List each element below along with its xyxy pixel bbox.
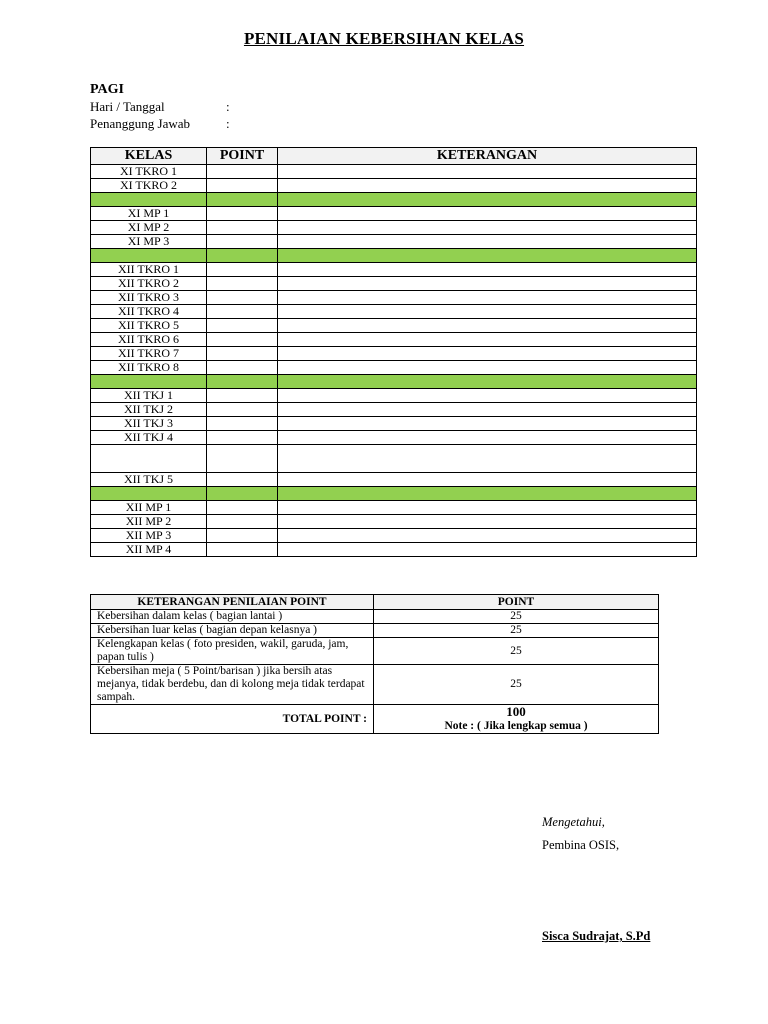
point-cell[interactable] xyxy=(207,207,278,221)
keterangan-cell[interactable] xyxy=(278,529,697,543)
class-name-cell: XII MP 3 xyxy=(91,529,207,543)
class-row xyxy=(91,389,697,403)
criteria-row xyxy=(91,610,659,624)
class-name-cell: XII TKRO 5 xyxy=(91,319,207,333)
header-kelas: KELAS xyxy=(91,148,207,165)
class-name-cell: XII TKRO 8 xyxy=(91,361,207,375)
field-responsible xyxy=(90,116,230,132)
total-cell xyxy=(374,705,659,734)
keterangan-cell[interactable] xyxy=(278,543,697,557)
criteria-point: 25 xyxy=(374,665,659,705)
signer-name: Sisca Sudrajat, S.Pd xyxy=(542,929,651,943)
keterangan-cell[interactable] xyxy=(278,515,697,529)
class-name-cell xyxy=(91,445,207,473)
point-cell[interactable] xyxy=(207,347,278,361)
class-row xyxy=(91,417,697,431)
class-row xyxy=(91,179,697,193)
class-name-cell: XII MP 1 xyxy=(91,501,207,515)
scoring-table-header xyxy=(91,595,659,610)
class-name-cell: XII TKRO 6 xyxy=(91,333,207,347)
criteria-desc: Kelengkapan kelas ( foto presiden, wakil, garuda, jam, papan tulis ) xyxy=(91,638,374,665)
keterangan-cell[interactable] xyxy=(278,347,697,361)
point-cell[interactable] xyxy=(207,515,278,529)
class-name-cell: XII TKRO 1 xyxy=(91,263,207,277)
session-label: PAGI xyxy=(90,82,124,97)
point-cell[interactable] xyxy=(207,305,278,319)
class-name-cell: XII TKJ 1 xyxy=(91,389,207,403)
point-cell[interactable] xyxy=(207,235,278,249)
class-name-cell: XI MP 1 xyxy=(91,207,207,221)
total-note: Note : ( Jika lengkap semua ) xyxy=(444,720,588,732)
class-row xyxy=(91,263,697,277)
separator-cell xyxy=(207,375,278,389)
keterangan-cell[interactable] xyxy=(278,319,697,333)
class-name-cell: XI MP 2 xyxy=(91,221,207,235)
separator-cell xyxy=(278,249,697,263)
point-cell[interactable] xyxy=(207,473,278,487)
group-separator-row xyxy=(91,375,697,389)
class-row xyxy=(91,165,697,179)
keterangan-cell[interactable] xyxy=(278,235,697,249)
class-row xyxy=(91,347,697,361)
keterangan-cell[interactable] xyxy=(278,305,697,319)
class-row xyxy=(91,361,697,375)
class-table-header xyxy=(91,148,697,165)
point-cell[interactable] xyxy=(207,445,278,473)
field-responsible-label: Penanggung Jawab xyxy=(90,116,191,131)
class-name-cell: XII MP 4 xyxy=(91,543,207,557)
keterangan-cell[interactable] xyxy=(278,165,697,179)
separator-cell xyxy=(278,375,697,389)
separator-cell xyxy=(278,487,697,501)
criteria-point: 25 xyxy=(374,638,659,665)
header-criteria-point: POINT xyxy=(374,595,659,610)
keterangan-cell[interactable] xyxy=(278,501,697,515)
point-cell[interactable] xyxy=(207,179,278,193)
class-score-table xyxy=(90,147,697,557)
point-cell[interactable] xyxy=(207,333,278,347)
keterangan-cell[interactable] xyxy=(278,389,697,403)
class-row xyxy=(91,543,697,557)
point-cell[interactable] xyxy=(207,361,278,375)
class-row xyxy=(91,431,697,445)
class-row xyxy=(91,291,697,305)
header-point: POINT xyxy=(207,148,278,165)
class-name-cell: XII TKJ 5 xyxy=(91,473,207,487)
point-cell[interactable] xyxy=(207,263,278,277)
group-separator-row xyxy=(91,249,697,263)
criteria-desc: Kebersihan luar kelas ( bagian depan kelasnya ) xyxy=(91,624,374,638)
class-row xyxy=(91,445,697,473)
separator-cell xyxy=(207,487,278,501)
total-label: TOTAL POINT : xyxy=(91,705,374,734)
keterangan-cell[interactable] xyxy=(278,361,697,375)
point-cell[interactable] xyxy=(207,291,278,305)
class-row xyxy=(91,221,697,235)
total-value: 100 xyxy=(506,704,526,719)
point-cell[interactable] xyxy=(207,417,278,431)
class-name-cell: XI TKRO 2 xyxy=(91,179,207,193)
class-name-cell: XII TKRO 3 xyxy=(91,291,207,305)
class-name-cell: XII TKJ 2 xyxy=(91,403,207,417)
class-row xyxy=(91,473,697,487)
criteria-point: 25 xyxy=(374,624,659,638)
class-table-body xyxy=(91,165,697,557)
class-row xyxy=(91,305,697,319)
header-criteria: KETERANGAN PENILAIAN POINT xyxy=(91,595,374,610)
point-cell[interactable] xyxy=(207,431,278,445)
class-name-cell: XII TKJ 4 xyxy=(91,431,207,445)
class-row xyxy=(91,529,697,543)
point-cell[interactable] xyxy=(207,543,278,557)
class-name-cell: XI TKRO 1 xyxy=(91,165,207,179)
keterangan-cell[interactable] xyxy=(278,473,697,487)
class-name-cell: XII TKRO 4 xyxy=(91,305,207,319)
keterangan-cell[interactable] xyxy=(278,277,697,291)
separator-cell xyxy=(278,193,697,207)
criteria-row xyxy=(91,624,659,638)
class-row xyxy=(91,277,697,291)
point-cell[interactable] xyxy=(207,403,278,417)
point-cell[interactable] xyxy=(207,501,278,515)
class-name-cell: XII TKJ 3 xyxy=(91,417,207,431)
total-row xyxy=(91,705,659,734)
class-row xyxy=(91,333,697,347)
keterangan-cell[interactable] xyxy=(278,403,697,417)
class-row xyxy=(91,207,697,221)
class-row xyxy=(91,403,697,417)
separator-cell xyxy=(207,249,278,263)
field-date-colon: : xyxy=(226,99,230,114)
class-name-cell: XII MP 2 xyxy=(91,515,207,529)
point-cell[interactable] xyxy=(207,529,278,543)
criteria-desc: Kebersihan meja ( 5 Point/barisan ) jika bersih atas mejanya, tidak berdebu, dan di kolong meja tidak terdapat sampah. xyxy=(91,665,374,705)
separator-cell xyxy=(91,193,207,207)
point-cell[interactable] xyxy=(207,389,278,403)
class-row xyxy=(91,515,697,529)
separator-cell xyxy=(91,249,207,263)
keterangan-cell[interactable] xyxy=(278,431,697,445)
point-cell[interactable] xyxy=(207,319,278,333)
class-name-cell: XII TKRO 7 xyxy=(91,347,207,361)
field-responsible-colon: : xyxy=(226,116,230,131)
header-keterangan: KETERANGAN xyxy=(278,148,697,165)
field-date-label: Hari / Tanggal xyxy=(90,99,165,114)
criteria-desc: Kebersihan dalam kelas ( bagian lantai ) xyxy=(91,610,374,624)
group-separator-row xyxy=(91,193,697,207)
keterangan-cell[interactable] xyxy=(278,207,697,221)
keterangan-cell[interactable] xyxy=(278,333,697,347)
class-row xyxy=(91,235,697,249)
group-separator-row xyxy=(91,487,697,501)
point-cell[interactable] xyxy=(207,221,278,235)
class-row xyxy=(91,501,697,515)
class-name-cell: XI MP 3 xyxy=(91,235,207,249)
page-title: PENILAIAN KEBERSIHAN KELAS xyxy=(243,29,525,48)
keterangan-cell[interactable] xyxy=(278,445,697,473)
class-row xyxy=(91,319,697,333)
signer-role: Pembina OSIS, xyxy=(542,838,620,852)
separator-cell xyxy=(91,375,207,389)
scoring-criteria-table xyxy=(90,594,659,734)
keterangan-cell[interactable] xyxy=(278,291,697,305)
keterangan-cell[interactable] xyxy=(278,263,697,277)
keterangan-cell[interactable] xyxy=(278,179,697,193)
separator-cell xyxy=(91,487,207,501)
keterangan-cell[interactable] xyxy=(278,221,697,235)
point-cell[interactable] xyxy=(207,277,278,291)
criteria-point: 25 xyxy=(374,610,659,624)
keterangan-cell[interactable] xyxy=(278,417,697,431)
field-date xyxy=(90,99,230,115)
separator-cell xyxy=(207,193,278,207)
criteria-row xyxy=(91,638,659,665)
class-name-cell: XII TKRO 2 xyxy=(91,277,207,291)
point-cell[interactable] xyxy=(207,165,278,179)
criteria-row xyxy=(91,665,659,705)
acknowledged-text: Mengetahui, xyxy=(542,815,605,829)
